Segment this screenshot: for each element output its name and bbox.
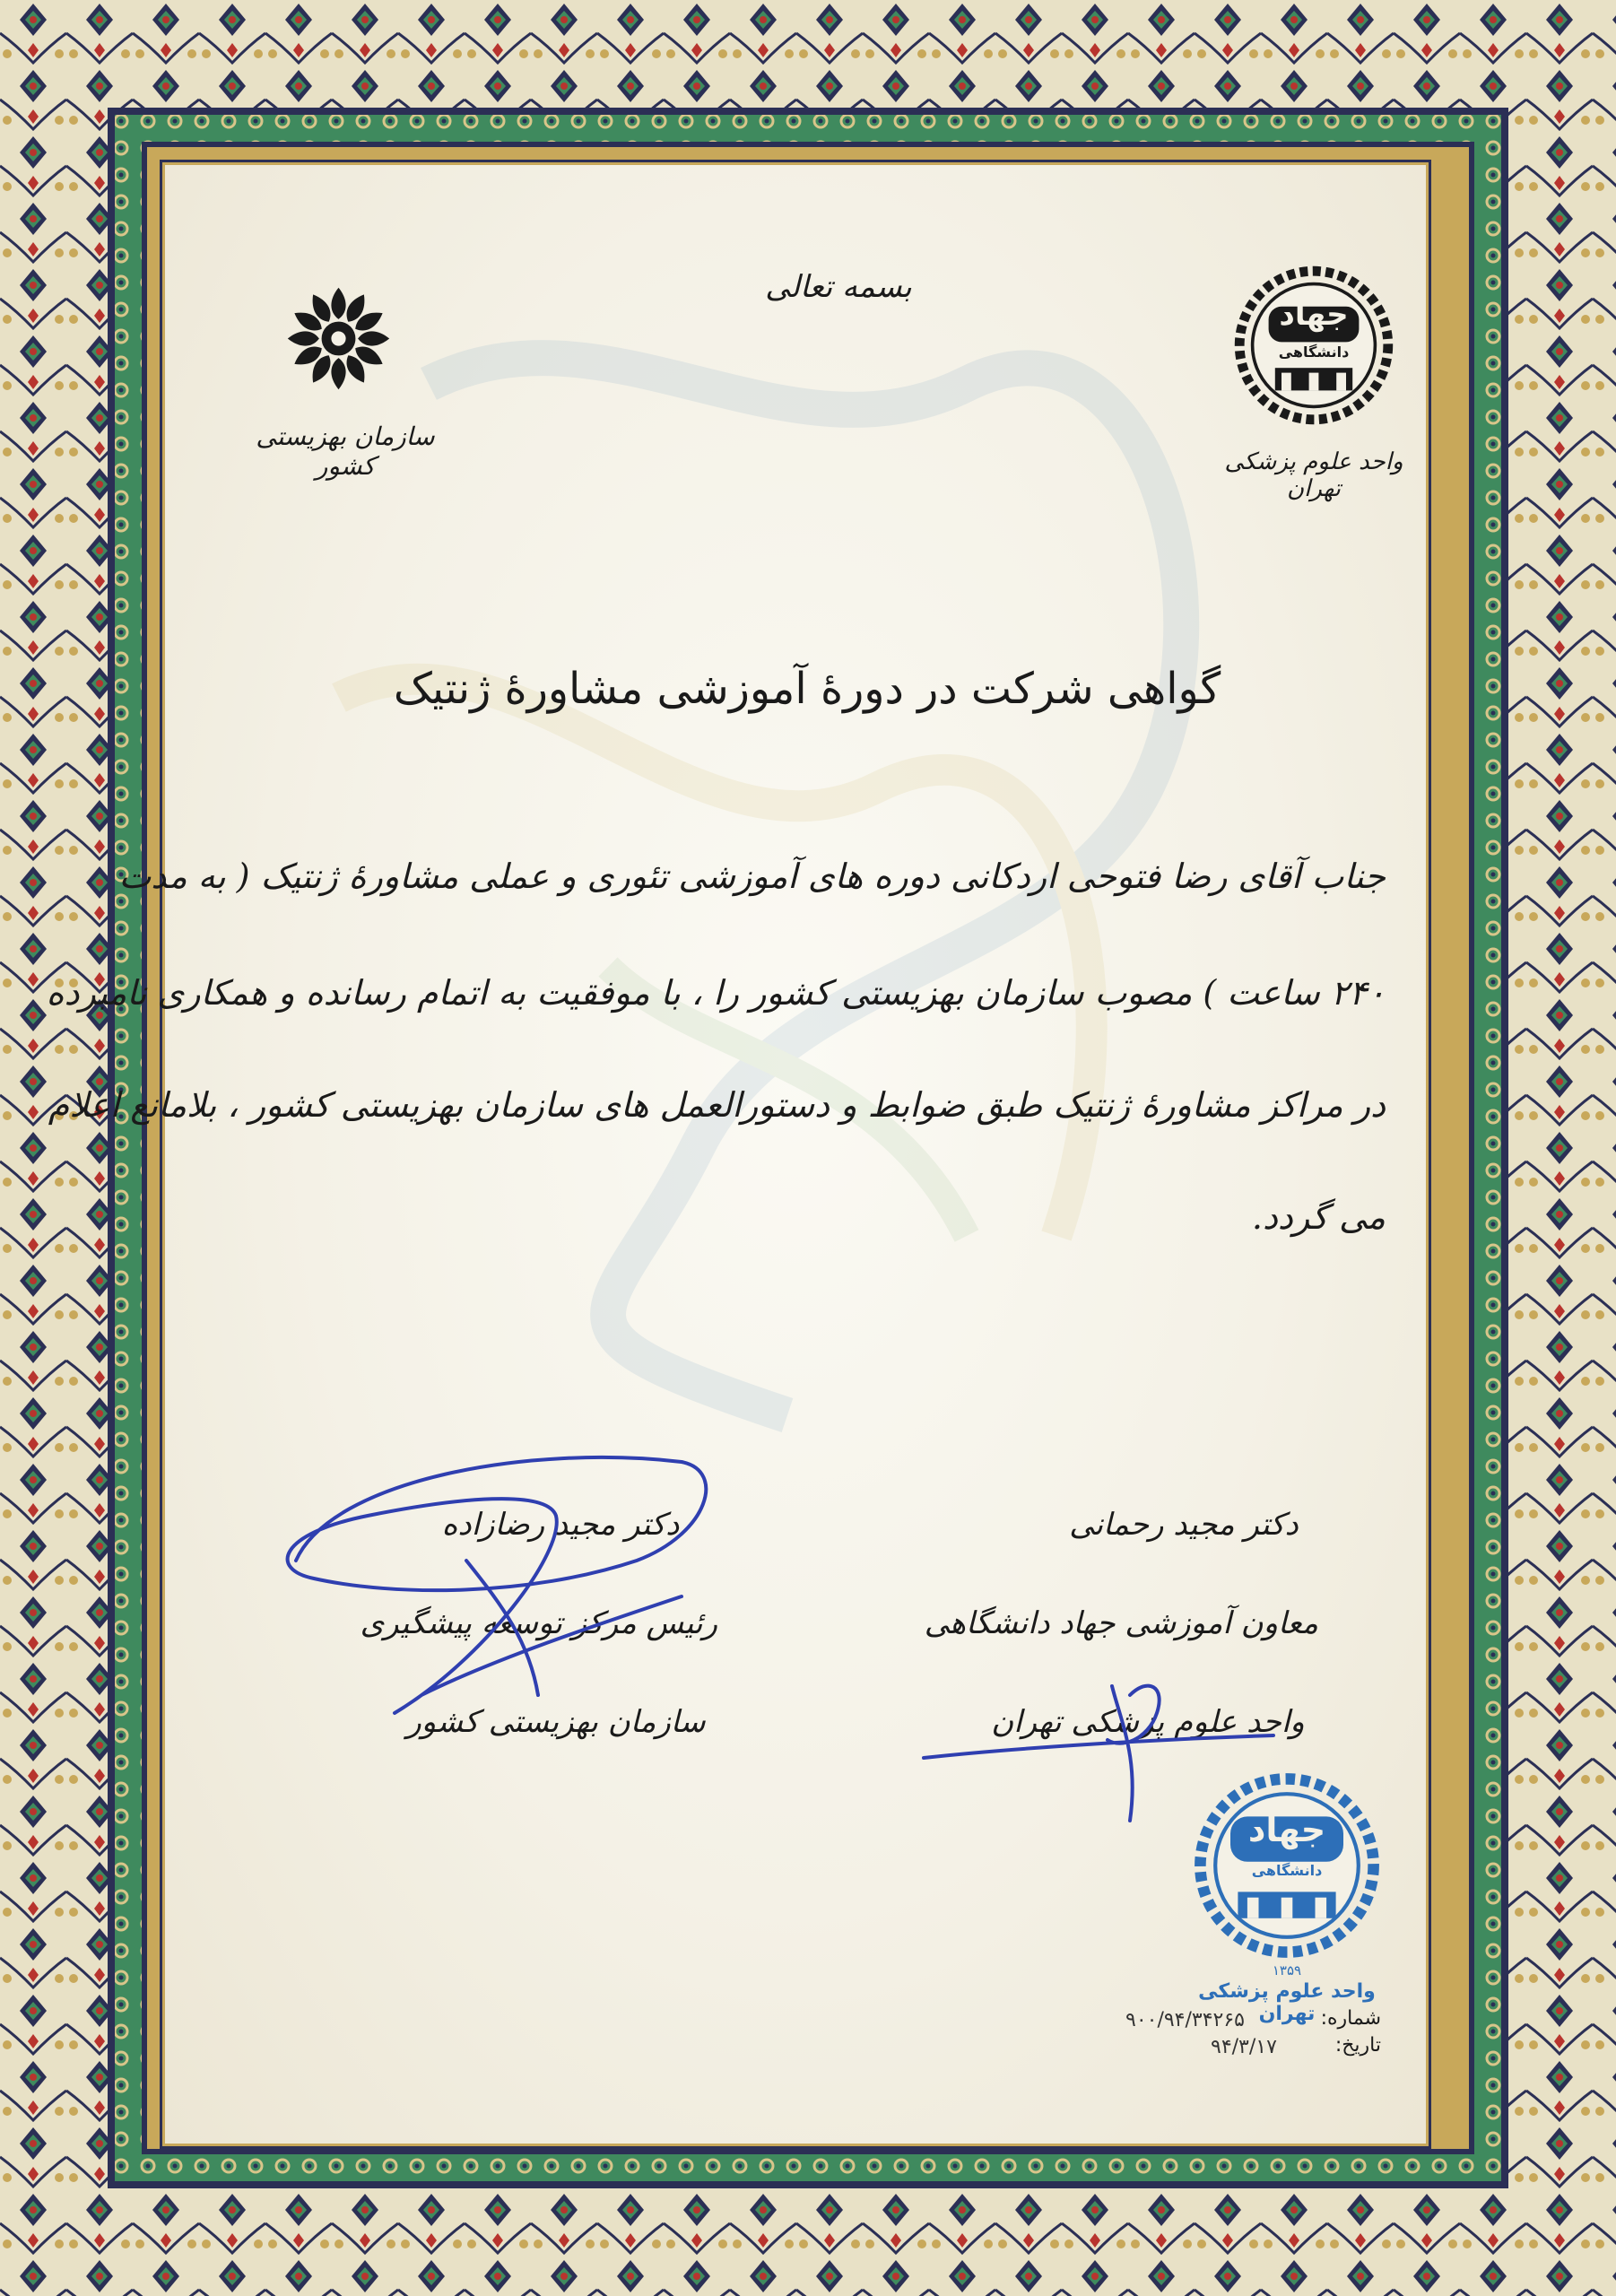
left-signatory-title2: سازمان بهزیستی کشور bbox=[406, 1704, 706, 1740]
behzisti-logo-icon bbox=[278, 278, 399, 399]
body-line-1: جناب آقای رضا فتوحی اردکانی دوره های آموزشی تئوری و عملی مشاورهٔ ژنتیک ( به مدت bbox=[118, 857, 1386, 896]
left-logo-caption: سازمان بهزیستی کشور bbox=[256, 422, 435, 481]
letter-date-value: ۹۴/۳/۱۷ bbox=[1211, 2036, 1277, 2058]
left-signatory-name: دکتر مجید رضازاده bbox=[441, 1507, 680, 1543]
right-logo-sub: دانشگاهی bbox=[1278, 344, 1350, 361]
basmala: بسمه تعالی bbox=[765, 269, 912, 305]
letter-number-label: شماره: bbox=[1320, 2007, 1381, 2030]
body-line-4: می گردد. bbox=[1251, 1197, 1386, 1237]
body-line-3: در مراکز مشاورهٔ ژنتیک طبق ضوابط و دستورالعمل های سازمان بهزیستی کشور ، بلامانع اعلام bbox=[48, 1085, 1386, 1125]
stamp-word: جهاد bbox=[1247, 1810, 1326, 1849]
letter-number-value: ۹۰۰/۹۴/۳۴۲۶۵ bbox=[1125, 2009, 1245, 2031]
stamp-caption: واحد علوم پزشکی تهران bbox=[1198, 1980, 1376, 2025]
right-signatory-title1: معاون آموزشی جهاد دانشگاهی bbox=[924, 1605, 1318, 1641]
certificate-title: گواهی شرکت در دورهٔ آموزشی مشاورهٔ ژنتیک bbox=[393, 664, 1221, 714]
stamp-sub: دانشگاهی bbox=[1251, 1862, 1323, 1879]
letter-date-label: تاریخ: bbox=[1334, 2034, 1381, 2057]
right-signatory-title2: واحد علوم پزشکی تهران bbox=[991, 1704, 1305, 1740]
body-line-2: ۲۴۰ ساعت ) مصوب سازمان بهزیستی کشور را ، با موفقیت به اتمام رسانده و همکاری نامبرده bbox=[46, 973, 1386, 1013]
stamp-year: ۱۳۵۹ bbox=[1272, 1962, 1302, 1979]
right-logo-word: جهاد bbox=[1279, 297, 1349, 333]
right-logo-caption: واحد علوم پزشکی تهران bbox=[1224, 448, 1403, 502]
right-signatory-name: دکتر مجید رحمانی bbox=[1069, 1507, 1299, 1543]
left-signatory-title1: رئیس مرکز توسعه پیشگیری bbox=[360, 1605, 717, 1641]
left-signature bbox=[260, 1426, 744, 1767]
